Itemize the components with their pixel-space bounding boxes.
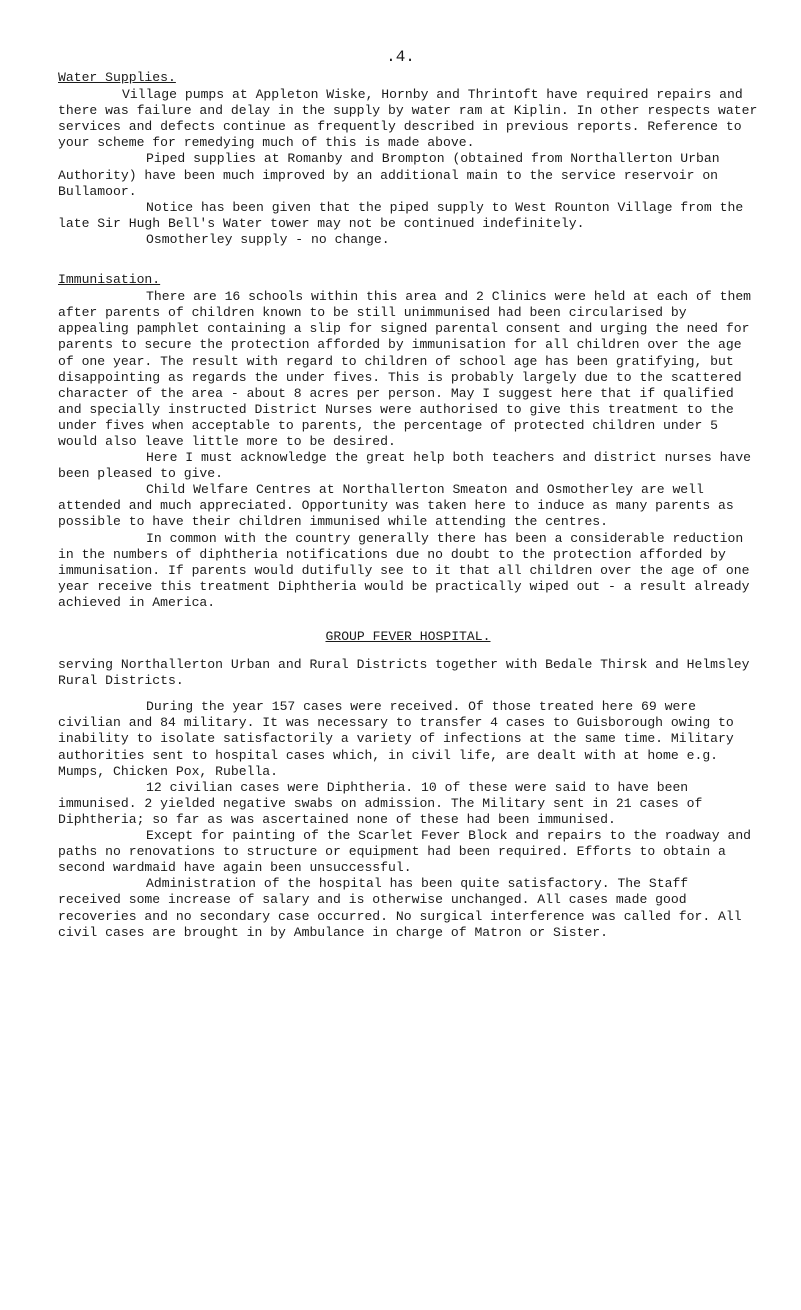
immunisation-paragraph-2: Here I must acknowledge the great help both teachers and district nurses have been pleased to give. [58, 450, 752, 482]
page-number: .4. [386, 48, 415, 66]
immunisation-paragraph-1: There are 16 schools within this area and 2 Clinics were held at each of them after parents of children known to be still unimmunised had been circularised by appealing pamphlet containing a slip for signed parental consent and urging the need for parents to secure the protection afforded by immunisation for all children over the age of one year. The result with regard to children of school age has been gratifying, but disappointing as regards the under fives. This is probably largely due to the scattered character of the area - about 8 acres per person. May I suggest here that if qualified and specially instructed District Nurses were authorised to give this treatment to the under fives when acceptable to parents, the percentage of protected children under 5 would also leave little more to be desired. [58, 289, 752, 449]
fever-hospital-section [58, 629, 758, 941]
water-supplies-section [58, 70, 758, 248]
fever-hospital-paragraph-3: 12 civilian cases were Diphtheria. 10 of these were said to have been immunised. 2 yielded negative swabs on admission. The Military sent in 21 cases of Diphtheria; so far as was ascertained none of these had been immunised. [58, 779, 703, 827]
water-supplies-heading: Water Supplies. [58, 70, 176, 85]
fever-hospital-heading: GROUP FEVER HOSPITAL. [325, 629, 491, 644]
water-supplies-paragraph-1: Village pumps at Appleton Wiske, Hornby and Thrintoft have required repairs and there was failure and delay in the supply by water ram at Kiplin. In other respects water services and defects continue as frequently described in previous reports. Reference to your scheme for remedying much of this is made above. [58, 87, 758, 151]
immunisation-paragraph-3: Child Welfare Centres at Northallerton Smeaton and Osmotherley are well attended and much appreciated. Opportunity was taken here to induce as many parents as possible to have their children immunised while attending the centres. [58, 482, 734, 530]
water-supplies-paragraph-4: Osmotherley supply - no change. [146, 231, 390, 247]
water-supplies-paragraph-3: Notice has been given that the piped supply to West Rounton Village from the late Sir Hugh Bell's Water tower may not be continued indefinitely. [58, 199, 744, 231]
immunisation-section [58, 272, 758, 611]
immunisation-heading: Immunisation. [58, 272, 161, 288]
immunisation-paragraph-4: In common with the country generally there has been a considerable reduction in the numbers of diphtheria notifications due no doubt to the protection afforded by immunisation. If parents would dutifully see to it that all children over the age of one year receive this treatment Diphtheria would be practically wiped out - a result already achieved in America. [58, 530, 750, 610]
fever-hospital-paragraph-2: During the year 157 cases were received. Of those treated here 69 were civilian and 84 military. It was necessary to transfer 4 cases to Guisborough owing to inability to isolate satisfactorily a variety of infections at the same time. Military authorities sent to hospital cases which, in civil life, are dealt with at home e.g. Mumps, Chicken Pox, Rubella. [58, 699, 734, 779]
fever-hospital-paragraph-5: Administration of the hospital has been quite satisfactory. The Staff received some increase of salary and is otherwise unchanged. All cases made good recoveries and no secondary case occurred. No surgical interference was called for. All civil cases are brought in by Ambulance in charge of Matron or Sister. [58, 876, 742, 940]
fever-hospital-paragraph-1: serving Northallerton Urban and Rural Districts together with Bedale Thirsk and Helmsley Rural Districts. [58, 657, 750, 689]
document-body [58, 70, 758, 941]
fever-hospital-paragraph-4: Except for painting of the Scarlet Fever Block and repairs to the roadway and paths no renovations to structure or equipment had been required. Efforts to obtain a second wardmaid have again been unsuccessful. [58, 828, 752, 876]
water-supplies-paragraph-2: Piped supplies at Romanby and Brompton (obtained from Northallerton Urban Authority) have been much improved by an additional main to the service reservoir on Bullamoor. [58, 151, 720, 199]
